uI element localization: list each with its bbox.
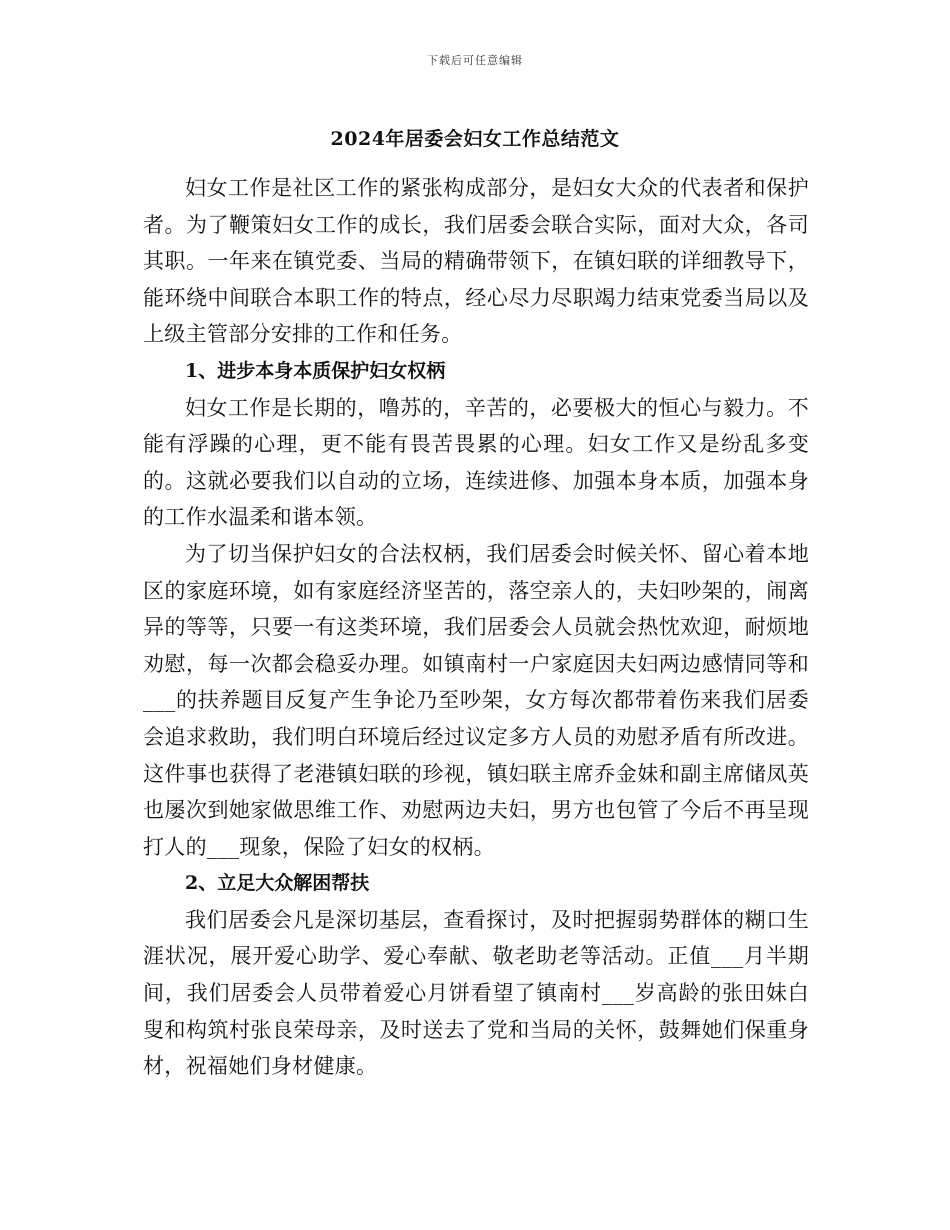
paragraph-intro: 妇女工作是社区工作的紧张构成部分，是妇女大众的代表者和保护者。为了鞭策妇女工作的成长，我们居委会联合实际，面对大众，各司其职。一年来在镇党委、当局的精确带领下，在镇妇联的详细教导下，能环绕中间联合本职工作的特点，经心尽力尽职竭力结束党委当局以及上级主管部分安排的工作和任务。 [143,176,809,347]
paragraph-section1-a: 妇女工作是长期的，噜苏的，辛苦的，必要极大的恒心与毅力。不能有浮躁的心理，更不能有畏苦畏累的心理。妇女工作又是纷乱多变的。这就必要我们以自动的立场，连续进修、加强本身本质，加强本身的工作水温柔和谐本领。 [143,395,809,530]
section-heading-2: 2、立足大众解困帮扶 [185,872,370,895]
paragraph-section2: 我们居委会凡是深切基层，查看探讨，及时把握弱势群体的糊口生涯状况，展开爱心助学、爱心奉献、敬老助老等活动。正值___月半期间，我们居委会人员带着爱心月饼看望了镇南村___岁高龄的张田妹白叟和构筑村张良荣母亲，及时送去了党和当局的关怀，鼓舞她们保重身材，祝福她们身材健康。 [143,907,809,1079]
header-note: 下载后可任意编辑 [427,54,523,67]
document-title: 2024年居委会妇女工作总结范文 [330,128,620,150]
section-heading-1: 1、进步本身本质保护妇女权柄 [185,359,446,382]
paragraph-section1-b: 为了切当保护妇女的合法权柄，我们居委会时候关怀、留心着本地区的家庭环境，如有家庭经济坚苦的，落空亲人的，夫妇吵架的，闹离异的等等，只要一有这类环境，我们居委会人员就会热忱欢迎，耐烦地劝慰，每一次都会稳妥办理。如镇南村一户家庭因夫妇两边感情同等和___的扶养题目反复产生争论乃至吵架，女方每次都带着伤来我们居委会追求救助，我们明白环境后经过议定多方人员的劝慰矛盾有所改进。这件事也获得了老港镇妇联的珍视，镇妇联主席乔金妹和副主席储凤英也屡次到她家做思维工作、劝慰两边夫妇，男方也包管了今后不再呈现打人的___现象，保险了妇女的权柄。 [143,541,809,859]
document-body [143,170,809,1085]
